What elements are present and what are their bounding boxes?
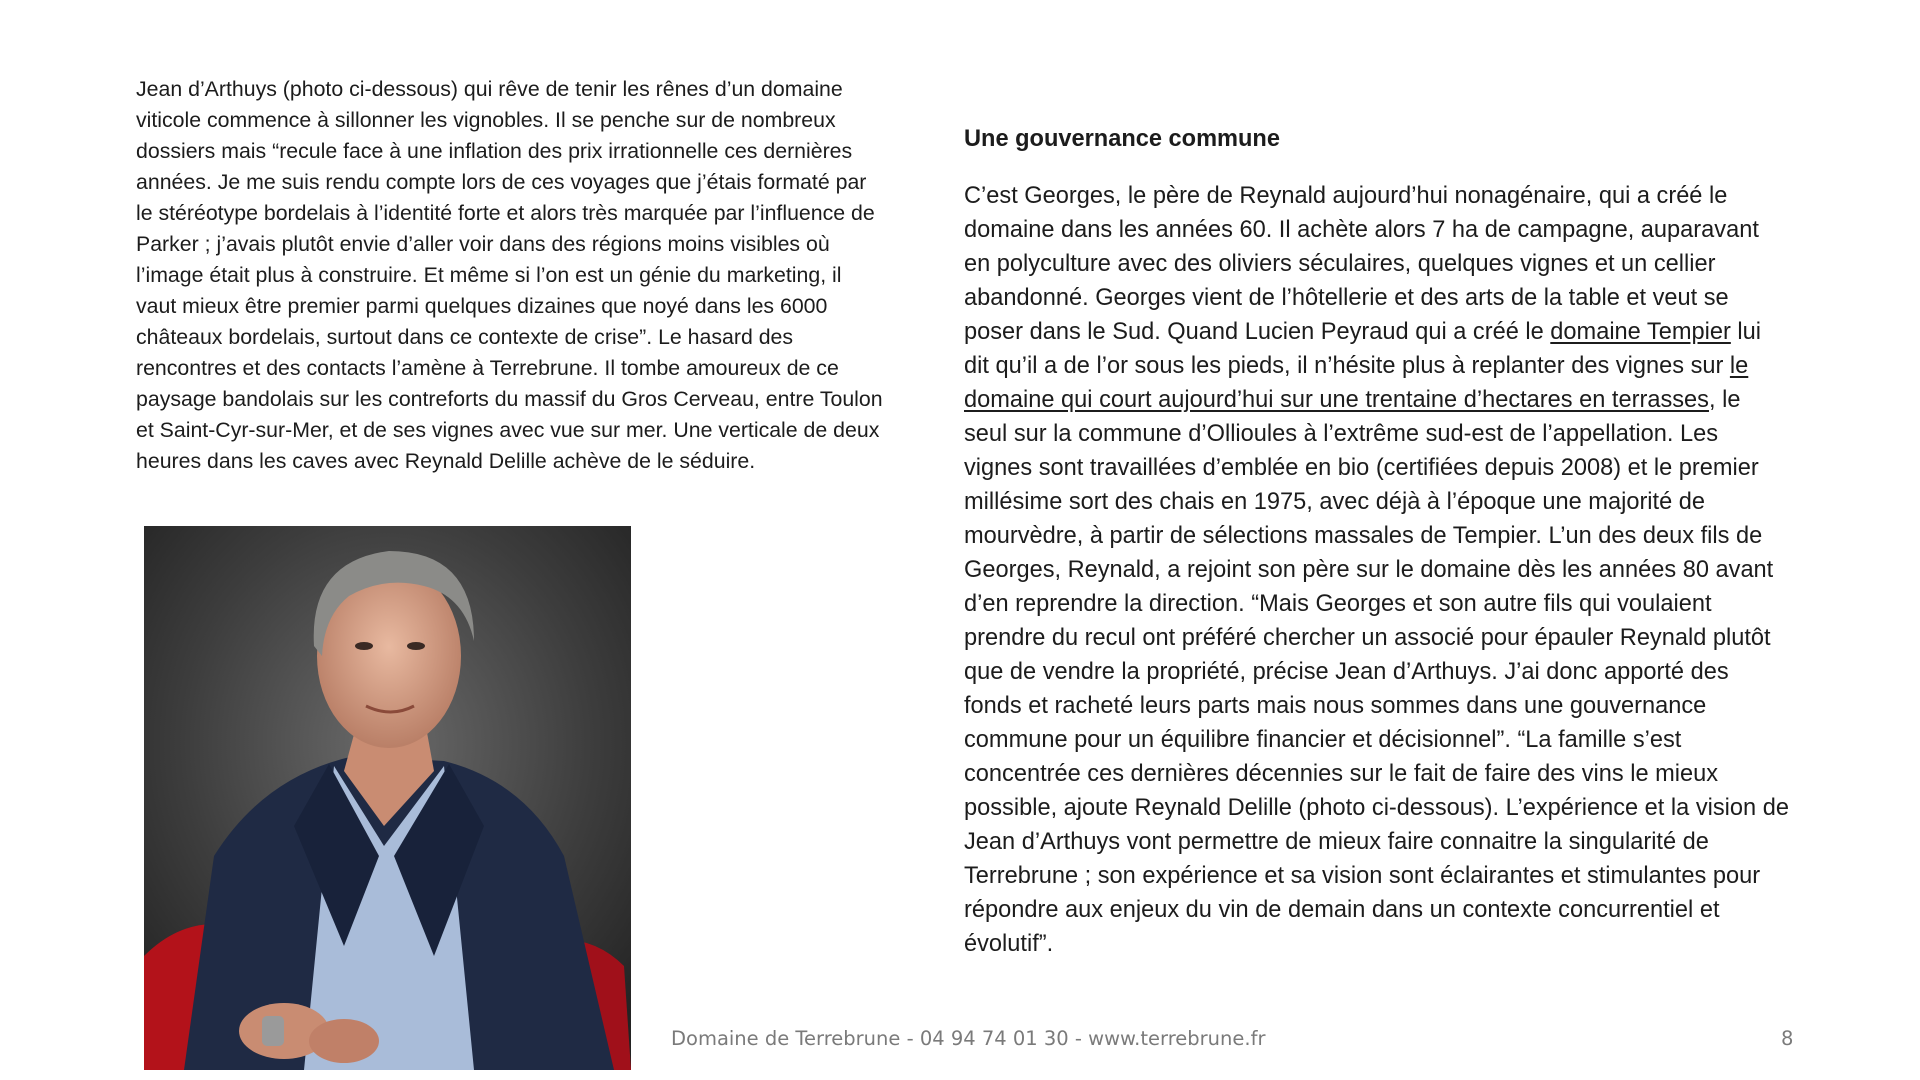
section-heading: Une gouvernance commune [964, 126, 1280, 152]
intro-paragraph: Jean d’Arthuys (photo ci-dessous) qui rêve de tenir les rênes d’un domaine viticole commence à sillonner les vignobles. Il se penche sur de nombreux dossiers mais “recule face à une inflation des prix irrationnelle ces dernières années. Je me suis rendu compte lors de ces voyages que j’étais formaté par le stéréotype bordelais à l’identité forte et alors très marquée par l’influence de Parker ; j’avais plutôt envie d’aller voir dans des régions moins visibles où l’image était plus à construire. Et même si l’on est un génie du marketing, il vaut mieux être premier parmi quelques dizaines que noyé dans les 6000 châteaux bordelais, surtout dans ce contexte de crise”. Le hasard des rencontres et des contacts l’amène à Terrebrune. Il tombe amoureux de ce paysage bandolais sur les contreforts du massif du Gros Cerveau, entre Toulon et Saint-Cyr-sur-Mer, et de ses vignes avec vue sur mer. Une verticale de deux heures dans les caves avec Reynald Delille achève de le séduire. [136, 77, 883, 473]
body-paragraph [964, 179, 1789, 961]
footer-contact: Domaine de Terrebrune - 04 94 74 01 30 - www.terrebrune.fr [671, 1027, 1266, 1050]
body-text-part-3: , le seul sur la commune d’Ollioules à l’extrême sud-est de l’appellation. Les vignes sont travaillées d’emblée en bio (certifiées depuis 2008) et le premier millésime sort des chais en 1975, avec déjà à l’époque une majorité de mourvèdre, à partir de sélections massales de Tempier. L’un des deux fils de Georges, Reynald, a rejoint son père sur le domaine dès les années 80 avant d’en reprendre la direction. “Mais Georges et son autre fils qui voulaient prendre du recul ont préféré chercher un associé pour épauler Reynald plutôt que de vendre la propriété, précise Jean d’Arthuys. J’ai donc apporté des fonds et racheté leurs parts mais nous sommes dans une gouvernance commune pour un équilibre financier et décisionnel”. “La famille s’est concentrée ces dernières décennies sur le fait de faire des vins le mieux possible, ajoute Reynald Delille (photo ci-dessous). L’expérience et la vision de Jean d’Arthuys vont permettre de mieux faire connaitre la singularité de Terrebrune ; son expérience et sa vision sont éclairantes et stimulantes pour répondre aux enjeux du vin de demain dans un contexte concurrentiel et évolutif”. [964, 387, 1789, 957]
page-number: 8 [1781, 1027, 1794, 1050]
right-column [964, 122, 1789, 961]
left-column [136, 74, 886, 477]
portrait-photo-jean-darthuys [144, 526, 631, 1070]
portrait-illustration [144, 526, 631, 1070]
body-text-part-2: lui dit qu’il a de l’or sous les pieds, il n’hésite plus à replanter des vignes sur [964, 319, 1762, 379]
link-domaine-terrasses[interactable]: le domaine qui court aujourd’hui sur une trentaine d’hectares en terrasses [964, 353, 1749, 413]
body-text-part-1: C’est Georges, le père de Reynald aujourd’hui nonagénaire, qui a créé le domaine dans les années 60. Il achète alors 7 ha de campagne, auparavant en polyculture avec des oliviers séculaires, quelques vignes et un cellier abandonné. Georges vient de l’hôtellerie et des arts de la table et veut se poser dans le Sud. Quand Lucien Peyraud qui a créé le [964, 183, 1759, 345]
link-domaine-tempier[interactable]: domaine Tempier [1550, 319, 1731, 345]
